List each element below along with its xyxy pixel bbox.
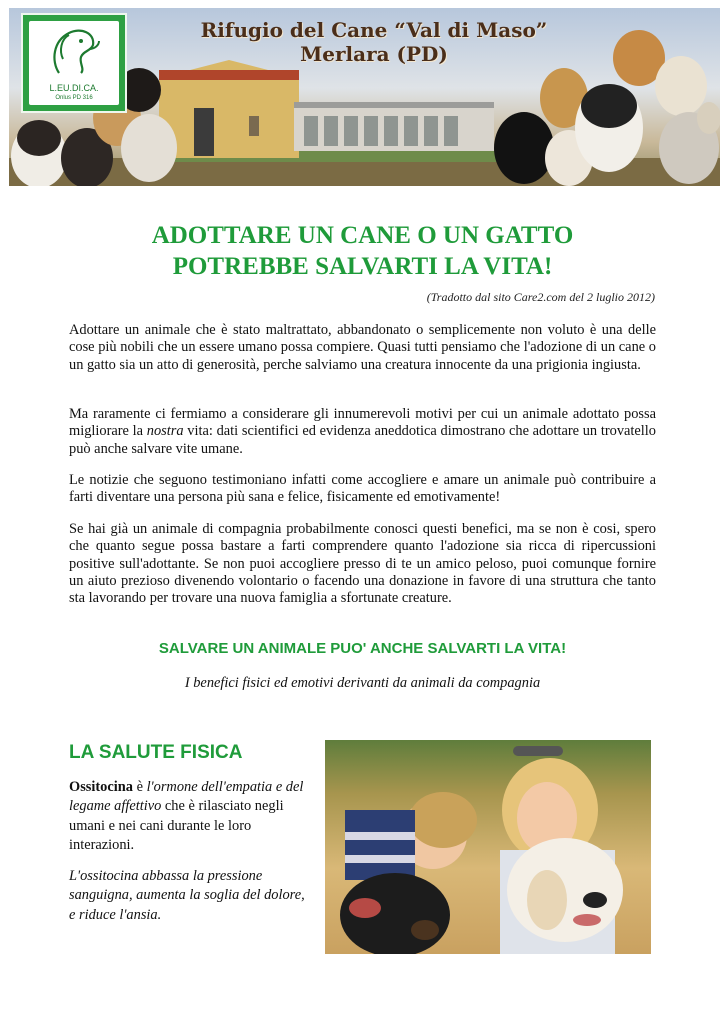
oxytocin-paragraph (69, 778, 314, 856)
section-subcaption: I benefici fisici ed emotivi derivanti da animali da compagnia (184, 675, 541, 691)
oxytocin-effects-paragraph: L'ossitocina abbassa la pressione sanguigna, aumenta la soglia del dolore, e riduce l'ansia. (69, 868, 305, 923)
shelter-title-line1: Rifugio del Cane “Val di Maso” (200, 18, 548, 42)
article-title-line2: POTREBBE SALVARTI LA VITA! (172, 253, 553, 280)
leudica-logo (21, 13, 127, 113)
source-note: (Tradotto dal sito Care2.com del 2 luglio 2012) (426, 290, 655, 304)
shelter-title-line2: Merlara (PD) (300, 42, 448, 66)
paragraph-1: Adottare un animale che è stato maltrattato, abbandonato o semplicemente non voluto è una delle cose più nobili che un essere umano possa compiere. Quasi tutti pensiamo che l'adozione di un cane o un gatto sia un atto di generosità, perche salviamo una creatura innocente da una prigionia ingiusta. (69, 322, 656, 373)
logo-subtext: Onlus PD 316 (55, 95, 93, 101)
paragraph-3: Le notizie che seguono testimoniano infatti come accogliere e amare un animale può contribuire a farti diventare una persona più sana e felice, fisicamente ed emotivamente! (69, 472, 656, 506)
oxytocin-connector: è (132, 779, 147, 795)
paragraph-2-text-a: Ma raramente ci fermiamo a considerare gli innumerevoli motivi per cui un animale adottato possa migliorare la (69, 406, 656, 440)
paragraph-2-text-b: vita: dati scientifici ed evidenza aneddotica dimostrano che adottare un trovatello può anche salvare vite umane. (69, 423, 656, 457)
physical-health-heading: LA SALUTE FISICA (69, 742, 243, 763)
paragraph-2 (69, 406, 656, 458)
section-subheading: SALVARE UN ANIMALE PUO' ANCHE SALVARTI LA VITA! (158, 640, 567, 657)
oxytocin-text: che è rilasciato negli umani e nei cani durante le loro interazioni. (69, 798, 284, 854)
children-with-dogs-photo (325, 740, 651, 954)
logo-text: L.EU.DI.CA. (49, 83, 99, 93)
oxytocin-definition: l'ormone dell'empatia e del legame affettivo (69, 779, 304, 815)
oxytocin-term: Ossitocina (69, 779, 133, 795)
article-title-line1: ADOTTARE UN CANE O UN GATTO (151, 222, 574, 249)
photo-illustration (325, 740, 651, 954)
header-banner (9, 8, 720, 186)
article-title (60, 220, 665, 282)
dog-head-logo-icon (29, 21, 119, 81)
paragraph-2-emphasis: nostra (146, 423, 184, 440)
paragraph-4: Se hai già un animale di compagnia probabilmente conosci questi benefici, ma se non è cosi, spero che quanto segue possa bastare a farti comprendere quanto l'adozione sia ricca di ripercussioni positive sull'adottante. Se non puoi accogliere presso di te un amico peloso, puoi comunque fornire un aiuto prezioso divenendo volontario o facendo una donazione in favore di una struttura che tanto sta lavorando per trovare una nuova famiglia a sfortunate creature. (69, 521, 656, 607)
shelter-title (159, 18, 589, 66)
